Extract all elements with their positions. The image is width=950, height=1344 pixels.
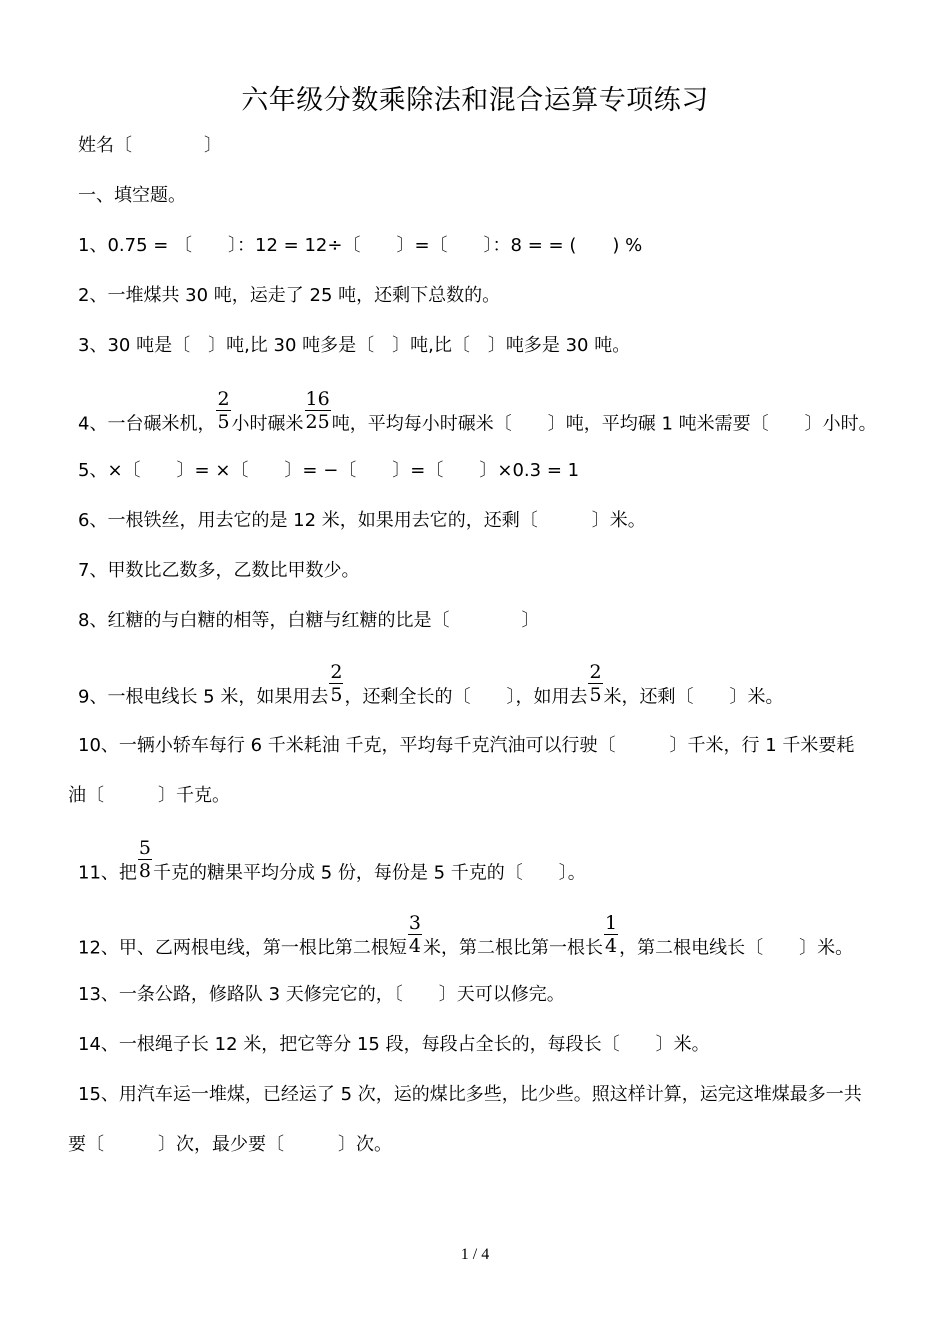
question-4-text-b: 小时碾米 — [231, 413, 304, 435]
fraction — [305, 388, 331, 433]
fraction-numerator: 5 — [138, 837, 151, 859]
question-13: 13、一条公路，修路队 3 天修完它的，〔 〕天可以修完。 — [78, 984, 565, 1005]
question-11 — [78, 837, 586, 896]
question-12-text-c: ，第二根电线长〔 〕米。 — [619, 937, 854, 959]
fraction — [138, 837, 152, 882]
fraction-denominator: 5 — [589, 684, 602, 706]
question-11-text-b: 千克的糖果平均分成 5 份，每份是 5 千克的〔 〕。 — [153, 862, 586, 884]
question-4 — [78, 388, 877, 447]
question-12-text-a: 12、甲、乙两根电线，第一根比第二根短 — [78, 937, 407, 959]
fraction-numerator: 3 — [408, 912, 421, 934]
fraction-denominator: 8 — [138, 860, 151, 882]
question-10-line-2: 油〔 〕千克。 — [68, 785, 230, 806]
fraction — [604, 912, 618, 957]
fraction-numerator: 16 — [305, 388, 330, 410]
question-12-text-b: 米，第二根比第一根长 — [423, 937, 603, 959]
question-4-text-c: 吨，平均每小时碾米〔 〕吨，平均碾 1 吨米需要〔 〕小时。 — [331, 413, 877, 435]
fraction-denominator: 4 — [408, 935, 421, 957]
fraction-denominator: 5 — [330, 684, 343, 706]
fraction — [408, 912, 422, 957]
question-9-text-c: 米，还剩〔 〕米。 — [603, 686, 784, 708]
question-6: 6、一根铁丝，用去它的是 12 米，如果用去它的，还剩〔 〕米。 — [78, 510, 646, 531]
question-2: 2、一堆煤共 30 吨，运走了 25 吨，还剩下总数的。 — [78, 285, 501, 306]
question-9-text-a: 9、一根电线长 5 米，如果用去 — [78, 686, 329, 708]
page-title: 六年级分数乘除法和混合运算专项练习 — [241, 85, 709, 116]
question-10-line-1: 10、一辆小轿车每行 6 千米耗油 千克，平均每千克汽油可以行驶〔 〕千米，行 1 千米要耗 — [78, 735, 855, 756]
question-12 — [78, 912, 854, 971]
name-field-line: 姓名〔 〕 — [78, 135, 222, 156]
page-number: 1 / 4 — [460, 1246, 490, 1263]
question-8: 8、红糖的与白糖的相等，白糖与红糖的比是〔 〕 — [78, 610, 540, 631]
fraction-numerator: 1 — [605, 912, 618, 934]
fraction — [216, 388, 230, 433]
fraction-denominator: 25 — [305, 411, 330, 433]
fraction-denominator: 4 — [605, 935, 618, 957]
fraction-numerator: 2 — [589, 661, 602, 683]
fraction-numerator: 2 — [217, 388, 230, 410]
fraction-denominator: 5 — [217, 411, 230, 433]
question-1: 1、0.75 = 〔 〕：12 = 12÷〔 〕=〔 〕：8 = = ( ) % — [78, 235, 643, 256]
question-15-line-2: 要〔 〕次，最少要〔 〕次。 — [68, 1134, 392, 1155]
fraction — [329, 661, 343, 706]
section-heading: 一、填空题。 — [78, 185, 186, 206]
question-15-line-1: 15、用汽车运一堆煤，已经运了 5 次，运的煤比多些，比少些。照这样计算，运完这堆煤最多一共 — [78, 1084, 862, 1105]
question-9-text-b: ，还剩全长的〔 〕，如用去 — [344, 686, 588, 708]
fraction — [588, 661, 602, 706]
question-4-text-a: 4、一台碾米机， — [78, 413, 216, 435]
question-11-text-a: 11、把 — [78, 862, 137, 884]
question-3: 3、30 吨是〔 〕吨,比 30 吨多是〔 〕吨,比〔 〕吨多是 30 吨。 — [78, 335, 631, 356]
question-7: 7、甲数比乙数多，乙数比甲数少。 — [78, 560, 360, 581]
fraction-numerator: 2 — [330, 661, 343, 683]
question-14: 14、一根绳子长 12 米，把它等分 15 段，每段占全长的，每段长〔 〕米。 — [78, 1034, 710, 1055]
question-9 — [78, 661, 784, 720]
question-5: 5、×〔 〕= ×〔 〕= −〔 〕=〔 〕×0.3 = 1 — [78, 460, 580, 481]
